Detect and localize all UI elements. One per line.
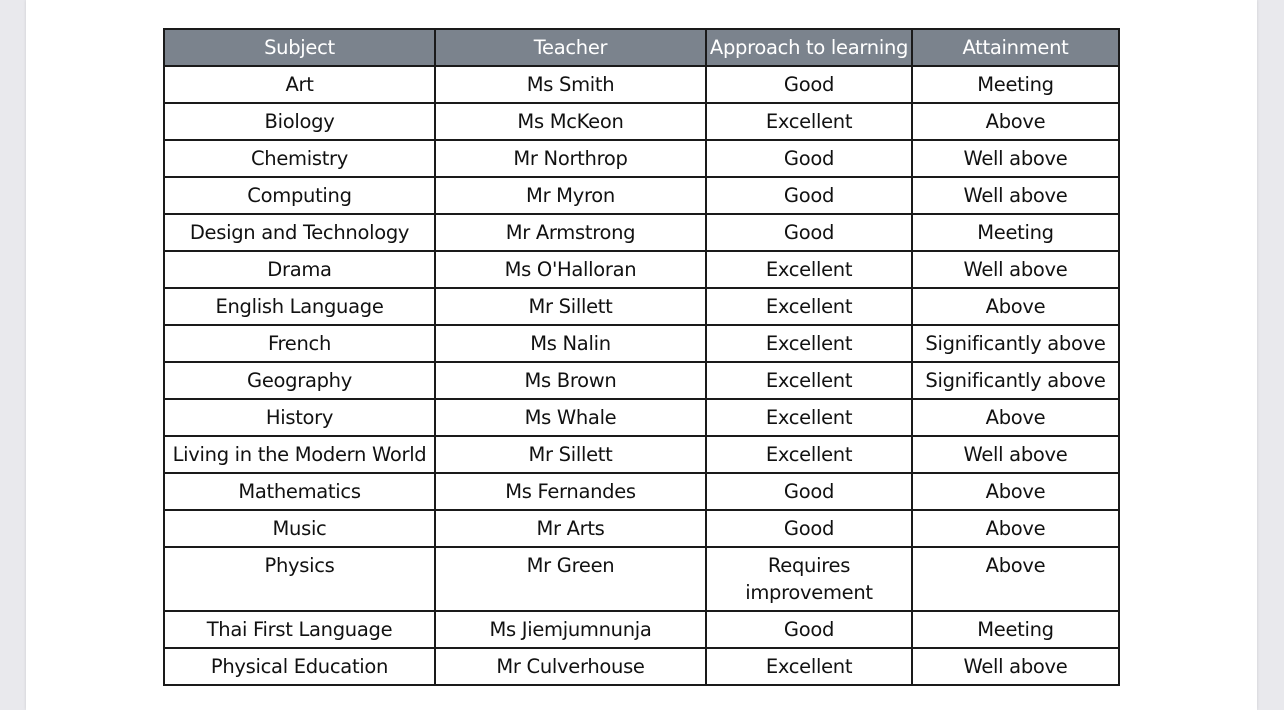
table-row [164, 399, 1119, 436]
approach-cell: Good [706, 473, 912, 510]
attainment-cell: Significantly above [912, 362, 1119, 399]
subject-cell: Mathematics [164, 473, 435, 510]
teacher-cell: Mr Armstrong [435, 214, 706, 251]
attainment-cell: Meeting [912, 66, 1119, 103]
approach-cell: Good [706, 510, 912, 547]
subject-cell: Art [164, 66, 435, 103]
table-row [164, 611, 1119, 648]
table-row [164, 436, 1119, 473]
attainment-cell: Above [912, 103, 1119, 140]
table-row [164, 547, 1119, 611]
table-row [164, 177, 1119, 214]
approach-cell: Excellent [706, 251, 912, 288]
teacher-cell: Ms Whale [435, 399, 706, 436]
table-row [164, 251, 1119, 288]
header-approach-to-learning: Approach to learning [706, 29, 912, 66]
teacher-cell: Ms Nalin [435, 325, 706, 362]
subject-cell: Biology [164, 103, 435, 140]
teacher-cell: Ms Brown [435, 362, 706, 399]
attainment-cell: Well above [912, 140, 1119, 177]
subject-cell: Chemistry [164, 140, 435, 177]
subject-cell: Living in the Modern World [164, 436, 435, 473]
attainment-cell: Well above [912, 251, 1119, 288]
attainment-cell: Well above [912, 436, 1119, 473]
attainment-cell: Meeting [912, 214, 1119, 251]
approach-line-1: Requires [767, 554, 851, 577]
approach-cell: Excellent [706, 436, 912, 473]
teacher-cell: Mr Sillett [435, 288, 706, 325]
header-subject: Subject [164, 29, 435, 66]
subject-cell: Thai First Language [164, 611, 435, 648]
attainment-cell: Meeting [912, 611, 1119, 648]
table-row [164, 473, 1119, 510]
table-row [164, 66, 1119, 103]
teacher-cell: Mr Green [435, 547, 706, 611]
approach-cell: Good [706, 177, 912, 214]
subject-cell: Physics [164, 547, 435, 611]
teacher-cell: Mr Myron [435, 177, 706, 214]
approach-line-2: improvement [745, 581, 873, 604]
subject-cell: History [164, 399, 435, 436]
subject-cell: Design and Technology [164, 214, 435, 251]
table-row [164, 288, 1119, 325]
subject-report-table [163, 28, 1120, 686]
header-teacher: Teacher [435, 29, 706, 66]
approach-cell: Good [706, 214, 912, 251]
approach-cell: Good [706, 66, 912, 103]
subject-cell: Physical Education [164, 648, 435, 685]
header-attainment: Attainment [912, 29, 1119, 66]
attainment-cell: Well above [912, 177, 1119, 214]
attainment-cell: Above [912, 510, 1119, 547]
document-page [26, 0, 1257, 710]
table-row [164, 325, 1119, 362]
attainment-cell: Above [912, 547, 1119, 611]
attainment-cell: Significantly above [912, 325, 1119, 362]
approach-cell: Good [706, 611, 912, 648]
table-row [164, 510, 1119, 547]
subject-cell: English Language [164, 288, 435, 325]
teacher-cell: Mr Arts [435, 510, 706, 547]
teacher-cell: Mr Northrop [435, 140, 706, 177]
subject-cell: Music [164, 510, 435, 547]
teacher-cell: Ms Fernandes [435, 473, 706, 510]
teacher-cell: Ms O'Halloran [435, 251, 706, 288]
attainment-cell: Well above [912, 648, 1119, 685]
approach-cell: Excellent [706, 648, 912, 685]
subject-cell: Geography [164, 362, 435, 399]
approach-cell: Excellent [706, 362, 912, 399]
teacher-cell: Mr Culverhouse [435, 648, 706, 685]
subject-cell: Computing [164, 177, 435, 214]
attainment-cell: Above [912, 399, 1119, 436]
teacher-cell: Ms Jiemjumnunja [435, 611, 706, 648]
attainment-cell: Above [912, 288, 1119, 325]
approach-cell: Excellent [706, 399, 912, 436]
table-row [164, 103, 1119, 140]
approach-cell: Excellent [706, 325, 912, 362]
table-row [164, 214, 1119, 251]
table-row [164, 648, 1119, 685]
approach-cell [706, 547, 912, 611]
teacher-cell: Ms Smith [435, 66, 706, 103]
subject-cell: Drama [164, 251, 435, 288]
approach-cell: Good [706, 140, 912, 177]
teacher-cell: Ms McKeon [435, 103, 706, 140]
table-row [164, 362, 1119, 399]
attainment-cell: Above [912, 473, 1119, 510]
teacher-cell: Mr Sillett [435, 436, 706, 473]
approach-cell: Excellent [706, 288, 912, 325]
approach-cell: Excellent [706, 103, 912, 140]
table-row [164, 140, 1119, 177]
table-header-row [164, 29, 1119, 66]
subject-cell: French [164, 325, 435, 362]
